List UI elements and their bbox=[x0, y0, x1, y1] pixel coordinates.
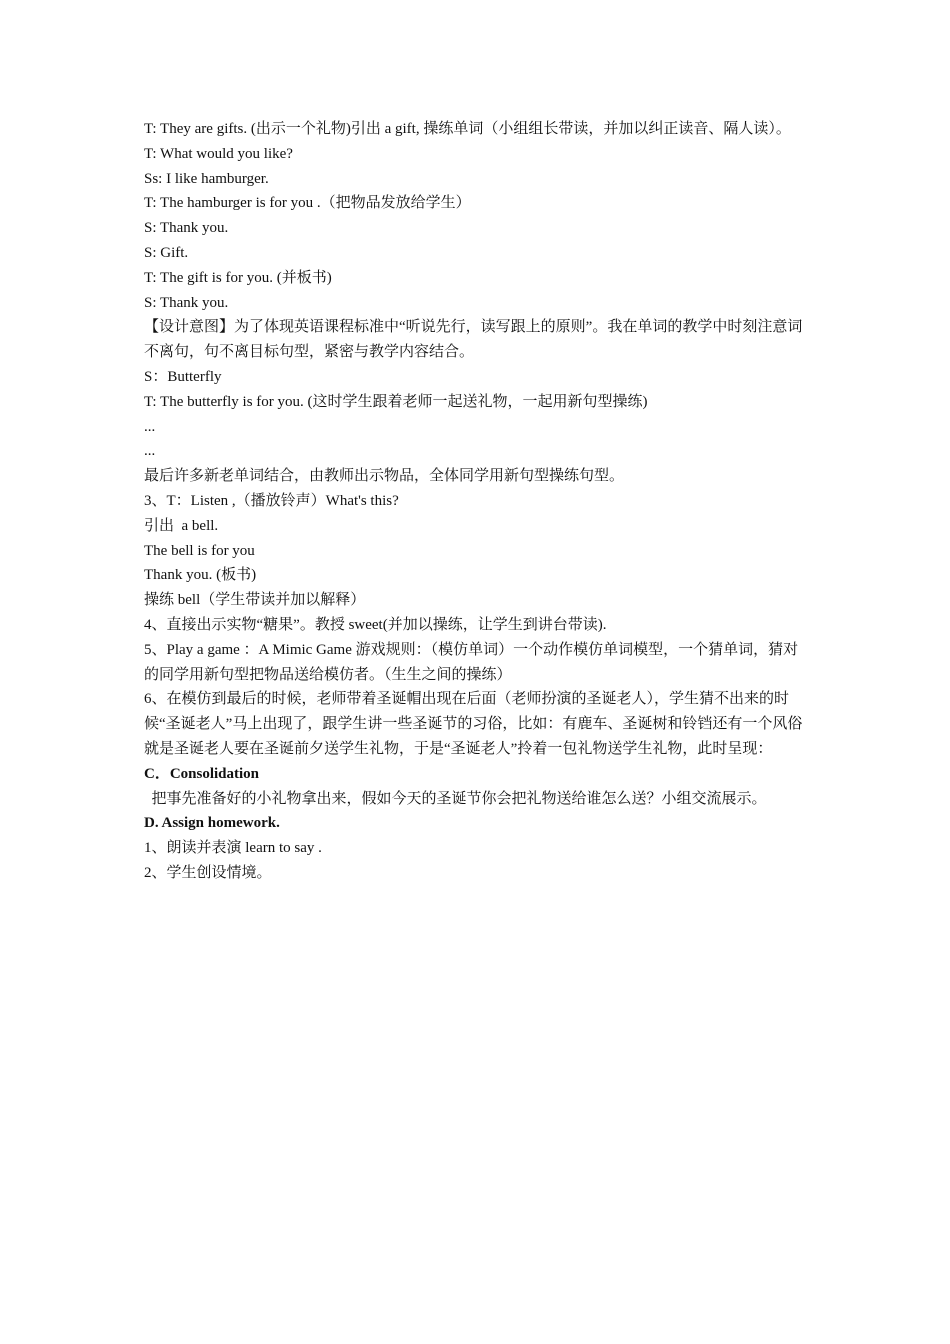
paragraph: T: What would you like? bbox=[144, 145, 293, 162]
paragraph: ... bbox=[144, 418, 156, 435]
paragraph: 3、T：Listen ,（播放铃声）What's this? bbox=[144, 492, 399, 509]
paragraph: S: Thank you. bbox=[144, 220, 229, 237]
paragraph: The bell is for you bbox=[144, 542, 255, 559]
paragraph: S：Butterfly bbox=[144, 368, 222, 385]
paragraph: 把事先准备好的小礼物拿出来，假如今天的圣诞节你会把礼物送给谁怎么送？小组交流展示。 bbox=[144, 790, 767, 807]
paragraph: T: The gift is for you. (并板书) bbox=[144, 269, 332, 286]
paragraph: Thank you. (板书) bbox=[144, 567, 257, 584]
paragraph: 操练 bell（学生带读并加以解释） bbox=[144, 592, 366, 609]
paragraph: ... bbox=[144, 443, 156, 460]
paragraph: Ss: I like hamburger. bbox=[144, 170, 269, 187]
design-intent-paragraph: 【设计意图】为了体现英语课程标准中“听说先行，读写跟上的原则”。我在单词的教学中时刻注意词不离句，句不离目标句型，紧密与教学内容结合。 bbox=[144, 319, 803, 361]
paragraph: 5、Play a game ：A Mimic Game 游戏规则：（模仿单词）一个动作模仿单词模型，一个猜单词，猜对的同学用新句型把物品送给模仿者。（生生之间的操练） bbox=[144, 641, 799, 683]
paragraph: T: The hamburger is for you .（把物品发放给学生） bbox=[144, 195, 471, 212]
paragraph: 1、朗读并表演 learn to say . bbox=[144, 840, 322, 857]
paragraph: S: Gift. bbox=[144, 244, 189, 261]
document-body bbox=[144, 117, 808, 886]
section-heading-homework: D. Assign homework. bbox=[144, 815, 280, 832]
paragraph: 6、在模仿到最后的时候，老师带着圣诞帽出现在后面（老师扮演的圣诞老人），学生猜不出来的时候“圣诞老人”马上出现了，跟学生讲一些圣诞节的习俗，比如：有鹿车、圣诞树和铃铛还有一个风俗就是圣诞老人要在圣诞前夕送学生礼物，于是“圣诞老人”拎着一包礼物送学生礼物，此时呈现： bbox=[144, 691, 803, 757]
section-heading-consolidation: C．Consolidation bbox=[144, 765, 260, 782]
paragraph: 引出 a bell. bbox=[144, 517, 219, 534]
paragraph: 最后许多新老单词结合，由教师出示物品，全体同学用新句型操练句型。 bbox=[144, 468, 625, 485]
paragraph: 4、直接出示实物“糖果”。教授 sweet(并加以操练，让学生到讲台带读). bbox=[144, 616, 607, 633]
paragraph: 2、学生创设情境。 bbox=[144, 864, 272, 881]
paragraph: T: They are gifts. (出示一个礼物)引出 a gift, 操练单词（小组组长带读，并加以纠正读音、隔人读）。 bbox=[144, 121, 791, 137]
paragraph: S: Thank you. bbox=[144, 294, 229, 311]
paragraph: T: The butterfly is for you. (这时学生跟着老师一起送礼物，一起用新句型操练) bbox=[144, 393, 648, 410]
